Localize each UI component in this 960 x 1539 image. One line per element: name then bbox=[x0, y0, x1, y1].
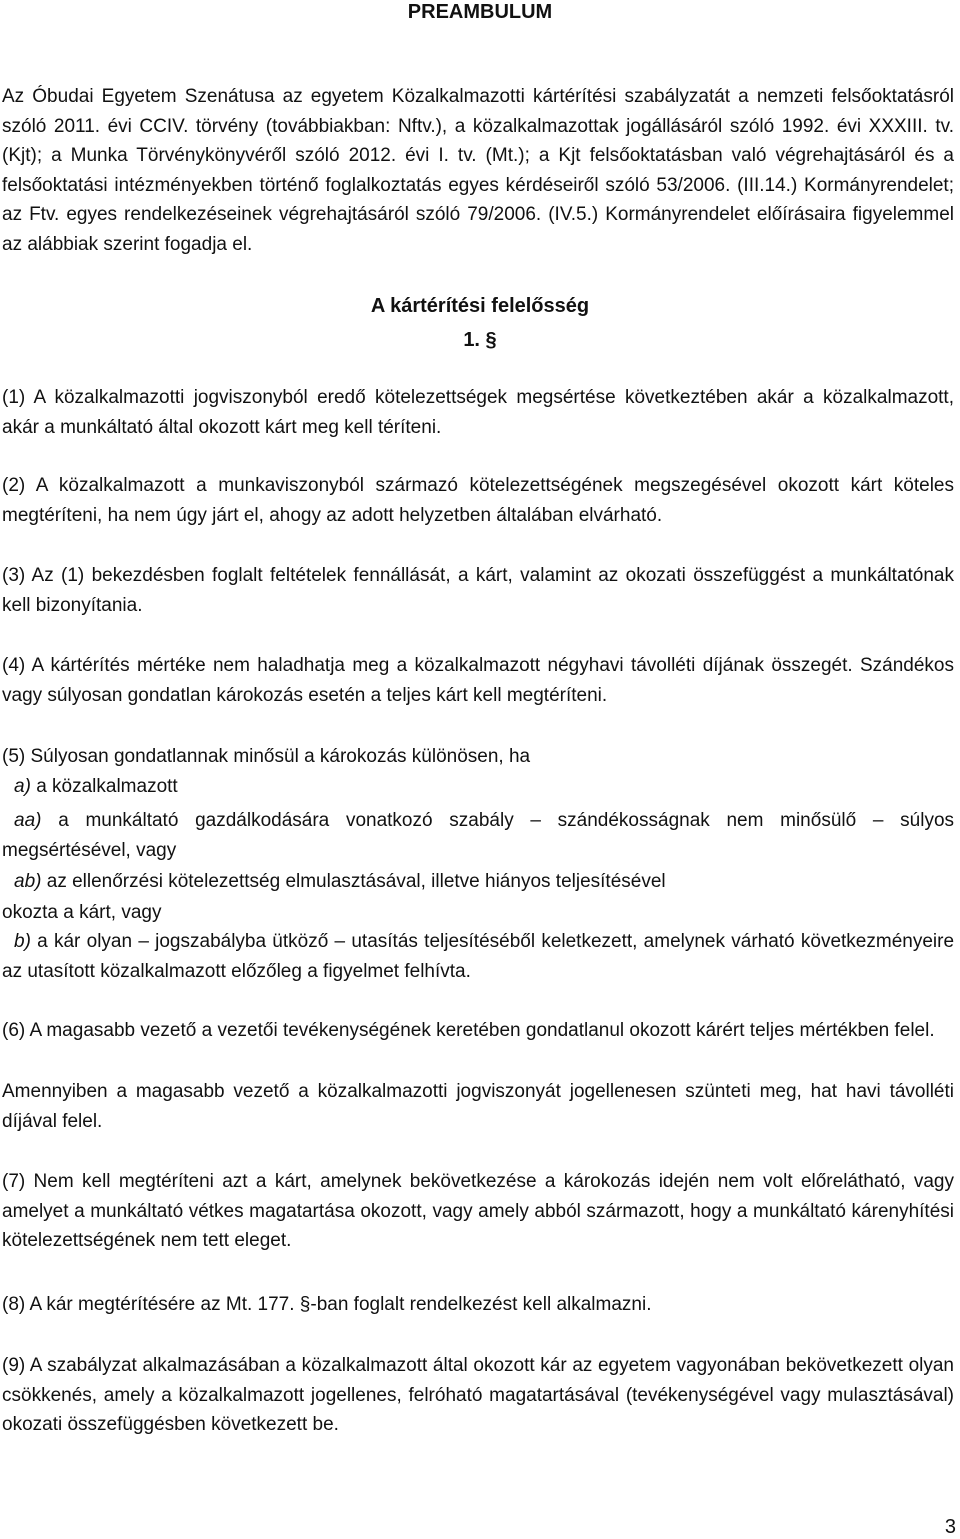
point-b-text: a kár olyan – jogszabályba ütköző – utasítás teljesítéséből keletkezett, amelynek várható következményeire az utasított közalkalmazott előzőleg a figyelmet felhívta. bbox=[2, 931, 955, 982]
paragraph-8: (8) A kár megtérítésére az Mt. 177. §-ban foglalt rendelkezést kell alkalmazni. bbox=[2, 1294, 652, 1315]
point-ab-label: ab) bbox=[14, 871, 42, 892]
paragraph-7: (7) Nem kell megtéríteni azt a kárt, amelynek bekövetkezése a károkozás idején nem volt előrelátható, vagy amelyet a munkáltató vétkes magatartása okozott, vagy amely abból származott, hogy a munkáltató kárenyhítési kötelezettségének nem tett eleget. bbox=[2, 1171, 954, 1251]
section-title: A kártérítési felelősség bbox=[370, 295, 590, 317]
point-a-label: a) bbox=[14, 776, 31, 797]
point-aa-label: aa) bbox=[14, 810, 42, 831]
point-b-label: b) bbox=[14, 931, 31, 952]
paragraph-5-caused: okozta a kárt, vagy bbox=[2, 902, 162, 923]
paragraph-5-point-b bbox=[2, 927, 954, 986]
paragraph-6-continued: Amennyiben a magasabb vezető a közalkalmazotti jogviszonyát jogellenesen szünteti meg, hat havi távolléti díjával felel. bbox=[2, 1081, 954, 1132]
paragraph-5-point-a bbox=[2, 772, 954, 802]
point-a-text: a közalkalmazott bbox=[36, 776, 178, 797]
paragraph-4: (4) A kártérítés mértéke nem haladhatja meg a közalkalmazott négyhavi távolléti díjának összegét. Szándékos vagy súlyosan gondatlan károkozás esetén a teljes kárt kell megtéríteni. bbox=[2, 655, 954, 706]
point-aa-text: a munkáltató gazdálkodására vonatkozó szabály – szándékosságnak nem minősülő – súlyos megsértésével, vagy bbox=[2, 810, 955, 861]
paragraph-5-point-ab bbox=[2, 867, 954, 897]
paragraph-9: (9) A szabályzat alkalmazásában a közalkalmazott által okozott kár az egyetem vagyonában bekövetkezett olyan csökkenés, amely a közalkalmazott jogellenes, felróható magatartásával (tevékenységével vagy mulasztásával) okozati összefüggésben következett be. bbox=[2, 1355, 954, 1435]
paragraph-1: (1) A közalkalmazotti jogviszonyból eredő kötelezettségek megsértése következtében akár a közalkalmazott, akár a munkáltató által okozott kárt meg kell téríteni. bbox=[2, 387, 954, 438]
paragraph-2: (2) A közalkalmazott a munkaviszonyból származó kötelezettségének megszegésével okozott kárt köteles megtéríteni, ha nem úgy járt el, ahogy az adott helyzetben általában elvárható. bbox=[2, 475, 954, 526]
point-ab-text: az ellenőrzési kötelezettség elmulasztásával, illetve hiányos teljesítésével bbox=[46, 871, 666, 892]
paragraph-3: (3) Az (1) bekezdésben foglalt feltételek fennállását, a kárt, valamint az okozati összefüggést a munkáltatónak kell bizonyítania. bbox=[2, 565, 954, 616]
paragraph-5-point-aa bbox=[2, 806, 954, 865]
section-number: 1. § bbox=[463, 329, 497, 351]
preamble-paragraph: Az Óbudai Egyetem Szenátusa az egyetem Közalkalmazotti kártérítési szabályzatát a nemzeti felsőoktatásról szóló 2011. évi CCIV. törvény (továbbiakban: Nftv.), a közalkalmazottak jogállásáról szóló 1992. évi XXXIII. tv. (Kjt); a Munka Törvénykönyvéről szóló 2012. évi I. tv. (Mt.); a Kjt felsőoktatásban való végrehajtásáról és a felsőoktatási intézményekben történő foglalkoztatás egyes kérdéseiről szóló 53/2006. (III.14.) Kormányrendelet; az Ftv. egyes rendelkezéseinek végrehajtásáról szóló 79/2006. (IV.5.) Kormányrendelet előírásaira figyelemmel az alábbiak szerint fogadja el. bbox=[2, 86, 954, 255]
paragraph-6: (6) A magasabb vezető a vezetői tevékenységének keretében gondatlanul okozott kárért teljes mértékben felel. bbox=[2, 1020, 935, 1041]
page-number: 3 bbox=[944, 1516, 956, 1538]
document-title: PREAMBULUM bbox=[407, 1, 553, 23]
paragraph-5-intro: (5) Súlyosan gondatlannak minősül a károkozás különösen, ha bbox=[2, 746, 531, 767]
